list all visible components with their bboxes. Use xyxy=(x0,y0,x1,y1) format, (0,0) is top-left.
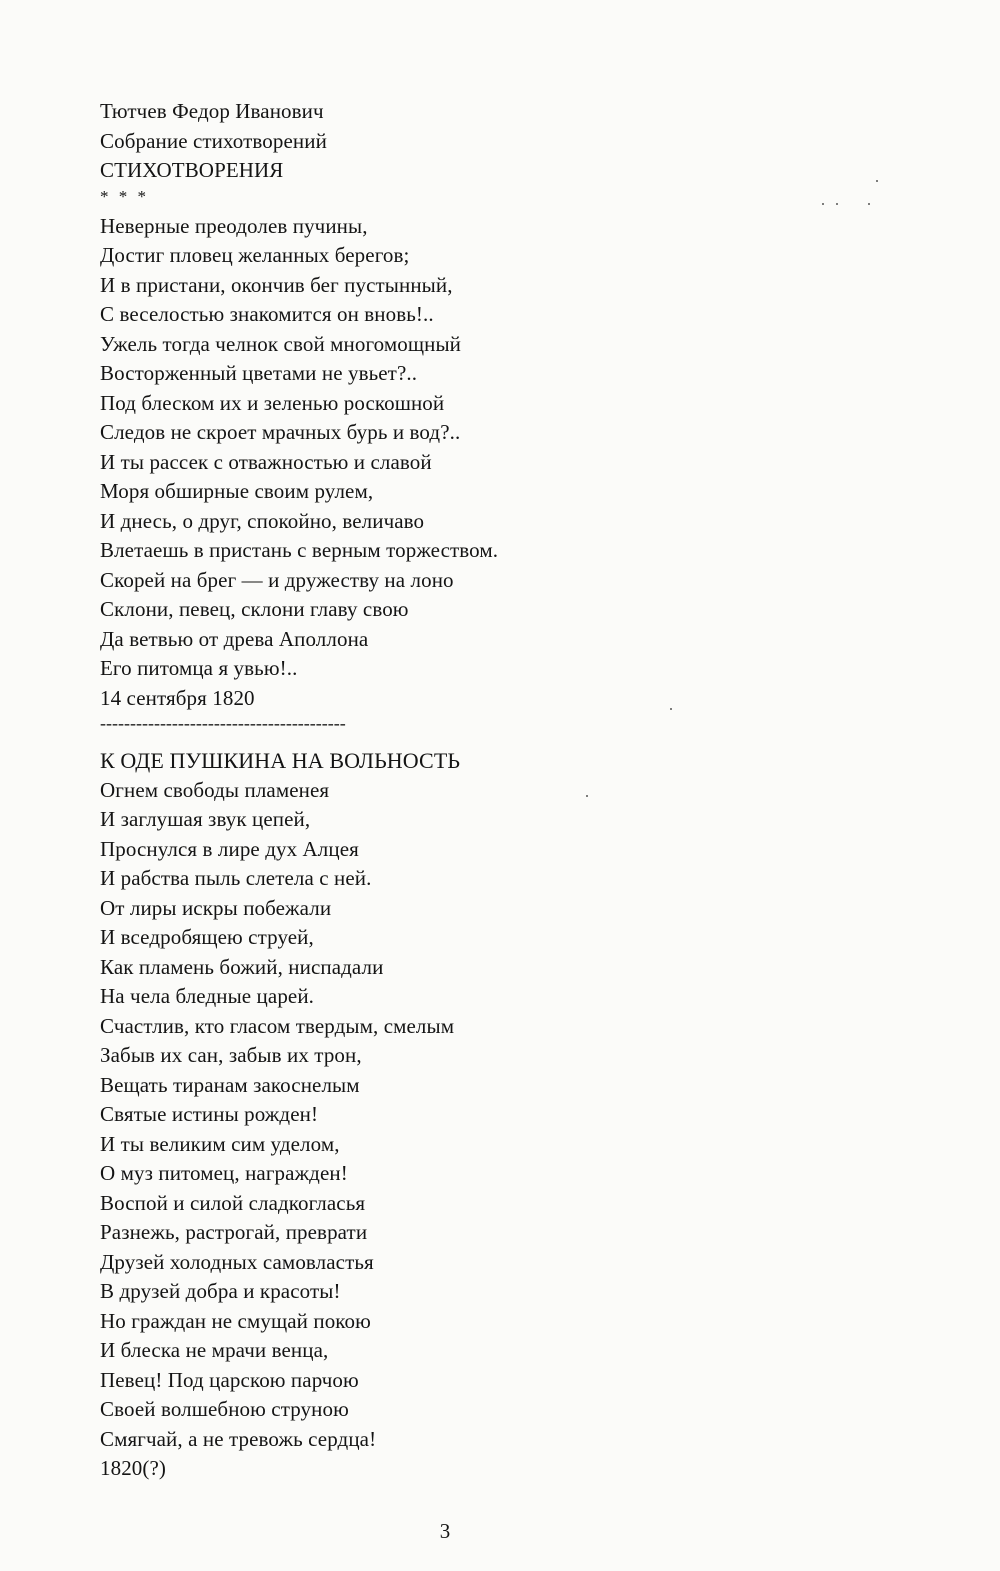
poem-line: Воспой и силой сладкогласья xyxy=(100,1190,366,1215)
poem-line: С веселостью знакомится он вновь!.. xyxy=(100,302,434,326)
poem-line: Следов не скроет мрачных бурь и вод?.. xyxy=(100,420,461,444)
scan-speck xyxy=(836,203,838,205)
poem-line: И ты великим сим уделом, xyxy=(100,1131,340,1156)
text-block xyxy=(100,97,920,1484)
poem-line: Моря обширные своим рулем, xyxy=(100,479,374,503)
poem-line: Влетаешь в пристань с верным торжеством. xyxy=(100,538,499,562)
poem-line: Своей волшебною струною xyxy=(100,1397,349,1421)
poem-line: Забыв их сан, забыв их трон, xyxy=(100,1043,362,1067)
poem-line: На чела бледные царей. xyxy=(100,984,315,1008)
poem-line: И в пристани, окончив бег пустынный, xyxy=(100,272,453,297)
poem-line: И блеска не мрачи венца, xyxy=(100,1338,329,1362)
scan-speck xyxy=(586,795,588,797)
poem-line: И вседробящею струей, xyxy=(100,925,314,949)
poem-line: Восторженный цветами не увьет?.. xyxy=(100,361,418,385)
scan-speck xyxy=(868,203,870,205)
poem-line: Певец! Под царскою парчою xyxy=(100,1367,359,1392)
poem-line: В друзей добра и красоты! xyxy=(100,1279,341,1303)
author-name: Тютчев Федор Иванович xyxy=(100,99,324,123)
poem-separator: * * * xyxy=(100,186,149,206)
poem-line: Скорей на брег — и дружеству на лоно xyxy=(100,567,454,592)
poem-line: Достиг пловец желанных берегов; xyxy=(100,243,410,267)
poem-date: 1820(?) xyxy=(100,1456,167,1480)
poem-line: Ужель тогда челнок свой многомощный xyxy=(100,331,462,356)
poem-line: И заглушая звук цепей, xyxy=(100,807,311,831)
poem-line: Разнежь, растрогай, преврати xyxy=(100,1220,368,1244)
poem-line: Как пламень божий, ниспадали xyxy=(100,954,384,979)
scan-speck xyxy=(876,180,878,182)
section-heading: СТИХОТВОРЕНИЯ xyxy=(100,158,284,182)
poem-date: 14 сентября 1820 xyxy=(100,685,255,710)
poem-line: Неверные преодолев пучины, xyxy=(100,213,368,238)
poem-title: К ОДЕ ПУШКИНА НА ВОЛЬНОСТЬ xyxy=(100,748,461,773)
poem-line: Смягчай, а не тревожь сердца! xyxy=(100,1426,377,1451)
poem-line: Огнем свободы пламенея xyxy=(100,777,330,802)
poem-line: От лиры искры побежали xyxy=(100,895,332,920)
poem-line: Счастлив, кто гласом твердым, смелым xyxy=(100,1013,455,1038)
poem-line: Да ветвью от древа Аполлона xyxy=(100,626,369,651)
poem-line: И рабства пыль слетела с ней. xyxy=(100,866,372,890)
poem-line: Но граждан не смущай покою xyxy=(100,1308,371,1333)
poem-line: Святые истины рожден! xyxy=(100,1102,319,1126)
scan-speck xyxy=(822,203,824,205)
poem-line: Вещать тиранам закоснелым xyxy=(100,1072,360,1097)
poem-line: Его питомца я увью!.. xyxy=(100,656,298,680)
poem-line: Проснулся в лире дух Алцея xyxy=(100,836,359,861)
section-divider: ----------------------------------------- xyxy=(100,713,346,733)
poem-line: О муз питомец, награжден! xyxy=(100,1161,348,1185)
page-number: 3 xyxy=(439,1519,451,1543)
poem-line: И днесь, о друг, спокойно, величаво xyxy=(100,508,425,533)
poem-line: Склони, певец, склони главу свою xyxy=(100,597,409,621)
poem-line: Под блеском их и зеленью роскошной xyxy=(100,390,445,415)
poem-line: И ты рассек с отважностью и славой xyxy=(100,449,432,474)
scan-speck xyxy=(670,708,672,710)
collection-title: Собрание стихотворений xyxy=(100,128,327,153)
poem-line: Друзей холодных самовластья xyxy=(100,1249,374,1274)
